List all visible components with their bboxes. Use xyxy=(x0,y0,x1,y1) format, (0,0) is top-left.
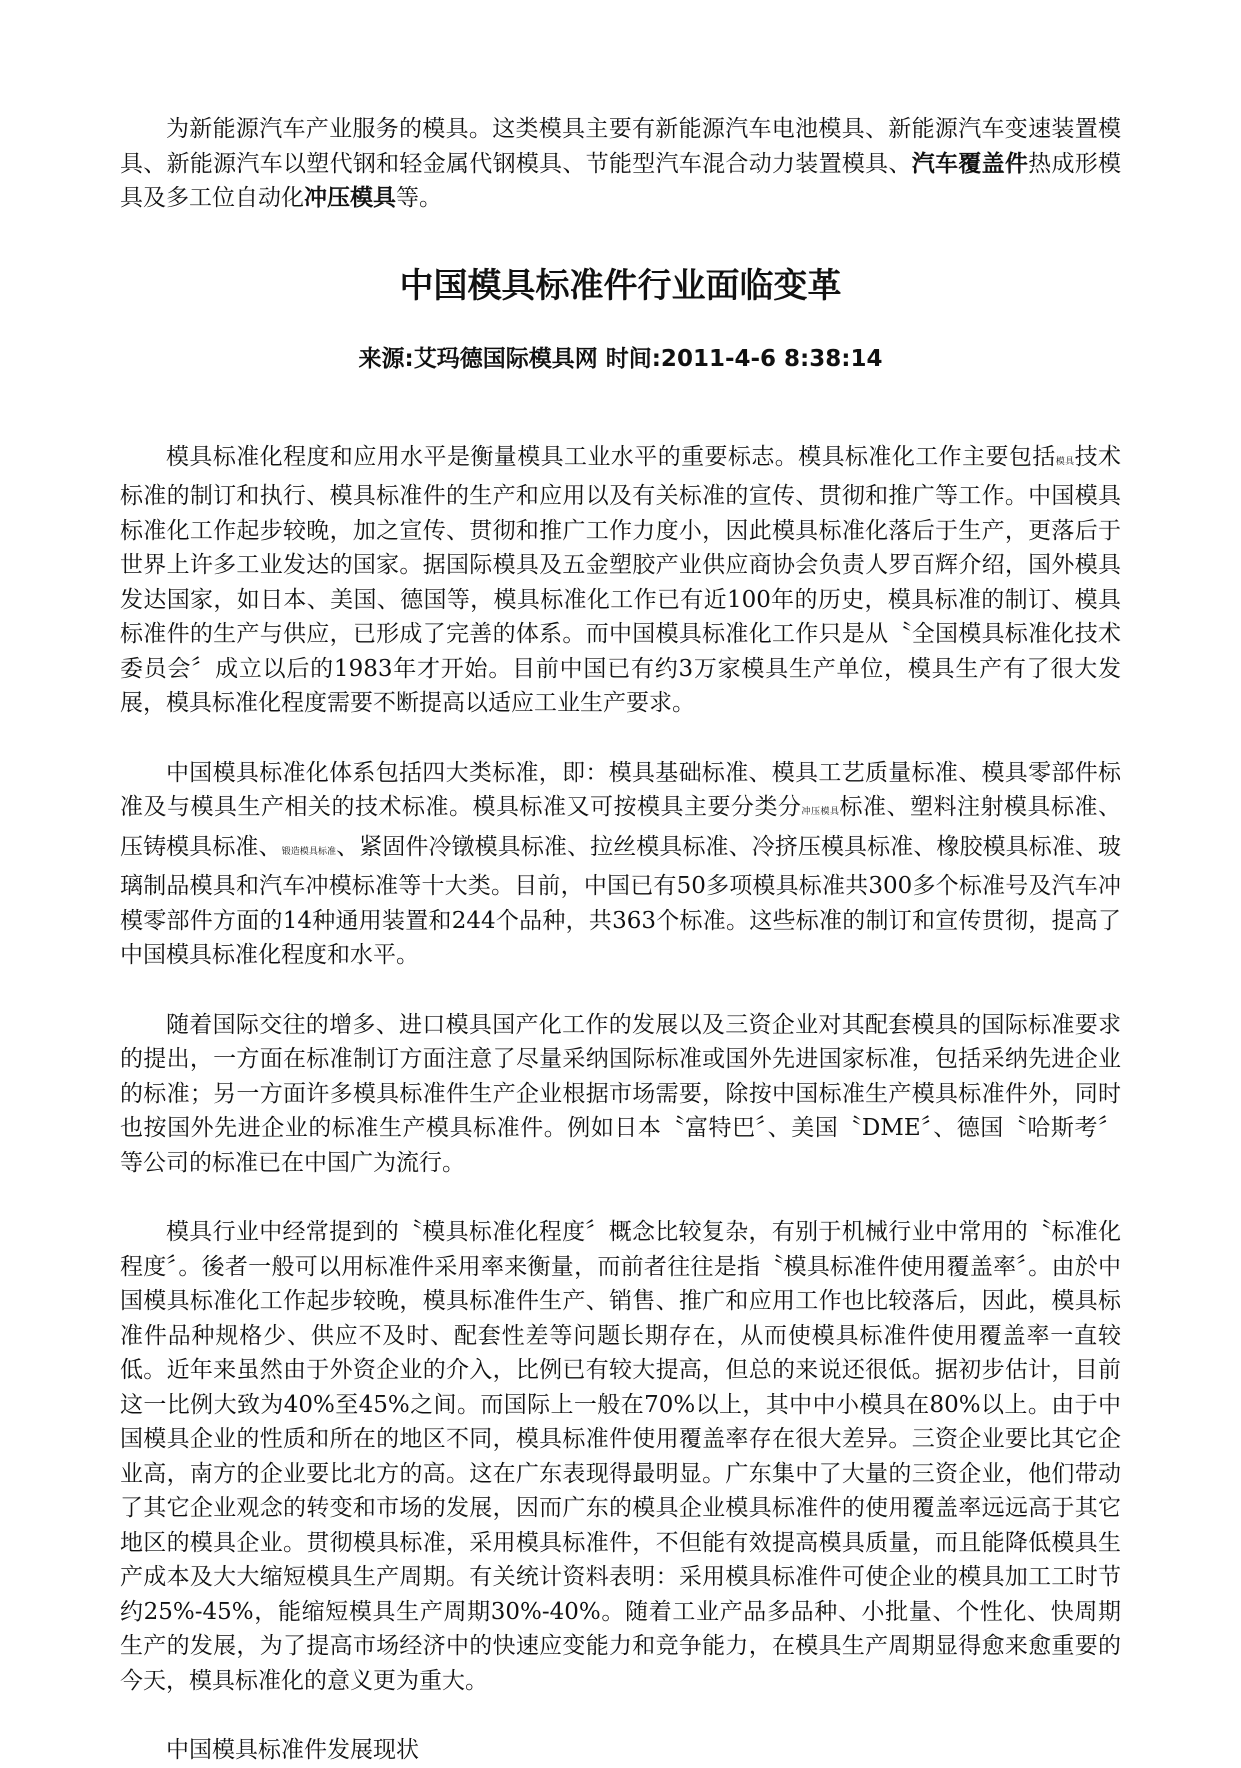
paragraph-1 xyxy=(120,440,1121,721)
paragraph-2-text-c: 、紧固件冷镦模具标准、拉丝模具标准、冷挤压模具标准、橡胶模具标准、玻璃制品模具和汽车冲模标准等十大类。目前，中国已有50多项模具标准共300多个标准号及汽车冲模零部件方面的14种通用装置和244个品种，共363个标准。这些标准的制订和宣传贯彻，提高了中国模具标准化程度和水平。 xyxy=(120,833,1121,968)
inline-tag-mold: 模具 xyxy=(1055,456,1075,467)
paragraph-4: 模具行业中经常提到的〝模具标准化程度〞概念比较复杂，有别于机械行业中常用的〝标准化程度〞。後者一般可以用标准件采用率来衡量，而前者往往是指〝模具标准件使用覆盖率〞。由於中国模具标准化工作起步较晚，模具标准件生产、销售、推广和应用工作也比较落后，因此，模具标准件品种规格少、供应不及时、配套性差等问题长期存在，从而使模具标准件使用覆盖率一直较低。近年来虽然由于外资企业的介入，比例已有较大提高，但总的来说还很低。据初步估计，目前这一比例大致为40%至45%之间。而国际上一般在70%以上，其中中小模具在80%以上。由于中国模具企业的性质和所在的地区不同，模具标准件使用覆盖率存在很大差异。三资企业要比其它企业高，南方的企业要比北方的高。这在广东表现得最明显。广东集中了大量的三资企业，他们带动了其它企业观念的转变和市场的发展，因而广东的模具企业模具标准件的使用覆盖率远远高于其它地区的模具企业。贯彻模具标准，采用模具标准件，不但能有效提高模具质量，而且能降低模具生产成本及大大缩短模具生产周期。有关统计资料表明：采用模具标准件可使企业的模具加工工时节约25%-45%，能缩短模具生产周期30%-40%。随着工业产品多品种、小批量、个性化、快周期生产的发展，为了提高市场经济中的快速应变能力和竞争能力，在模具生产周期显得愈来愈重要的今天，模具标准化的意义更为重大。 xyxy=(120,1219,1121,1694)
article-title: 中国模具标准件行业面临变革 xyxy=(399,265,842,306)
section-subheading: 中国模具标准件发展现状 xyxy=(166,1737,419,1763)
paragraph-3: 随着国际交往的增多、进口模具国产化工作的发展以及三资企业对其配套模具的国际标准要求的提出，一方面在标准制订方面注意了尽量采纳国际标准或国外先进国家标准，包括采纳先进企业的标准；另一方面许多模具标准件生产企业根据市场需要，除按中国标准生产模具标准件外，同时也按国外先进企业的标准生产模具标准件。例如日本〝富特巴〞、美国〝DME〞、德国〝哈斯考〞等公司的标准已在中国广为流行。 xyxy=(120,1011,1121,1176)
article-source-time: 来源:艾玛德国际模具网 时间:2011-4-6 8:38:14 xyxy=(358,345,883,372)
intro-paragraph xyxy=(120,112,1121,216)
link-term-auto-cover-parts[interactable]: 汽车覆盖件 xyxy=(911,150,1029,177)
paragraph-1-text-a: 模具标准化程度和应用水平是衡量模具工业水平的重要标志。模具标准化工作主要包括 xyxy=(166,443,1056,470)
paragraph-2 xyxy=(120,756,1121,973)
intro-text-3: 等。 xyxy=(396,185,442,211)
intro-text-1: 为新能源汽车产业服务的模具。这类模具主要有新能源汽车电池模具、新能源汽车变速装置模具、新能源汽车以塑代钢和轻金属代钢模具、节能型汽车混合动力装置模具、 xyxy=(120,116,1121,177)
intro-text-2: 热成形模具及多工位自动化 xyxy=(120,150,1122,211)
paragraph-2-text-b: 标准、塑料注射模具标准、压铸模具标准、 xyxy=(120,794,1121,860)
inline-tag-stamping-die: 冲压模具 xyxy=(801,807,840,817)
paragraph-2-text-a: 中国模具标准化体系包括四大类标准，即：模具基础标准、模具工艺质量标准、模具零部件标准及与模具生产相关的技术标准。模具标准又可按模具主要分类分 xyxy=(120,759,1121,820)
inline-tag-forging-die-standard: 锻造模具标准 xyxy=(281,846,337,857)
link-term-stamping-die[interactable]: 冲压模具 xyxy=(304,185,396,211)
paragraph-1-text-b: 技术标准的制订和执行、模具标准件的生产和应用以及有关标准的宣传、贯彻和推广等工作。中国模具标准化工作起步较晚，加之宣传、贯彻和推广工作力度小，因此模具标准化落后于生产，更落后于世界上许多工业发达的国家。据国际模具及五金塑胶产业供应商协会负责人罗百辉介绍，国外模具发达国家，如日本、美国、德国等，模具标准化工作已有近100年的历史，模具标准的制订、模具标准件的生产与供应，已形成了完善的体系。而中国模具标准化工作只是从〝全国模具标准化技术委员会〞成立以后的1983年才开始。目前中国已有约3万家模具生产单位，模具生产有了很大发展，模具标准化程度需要不断提高以适应工业生产要求。 xyxy=(120,443,1122,716)
